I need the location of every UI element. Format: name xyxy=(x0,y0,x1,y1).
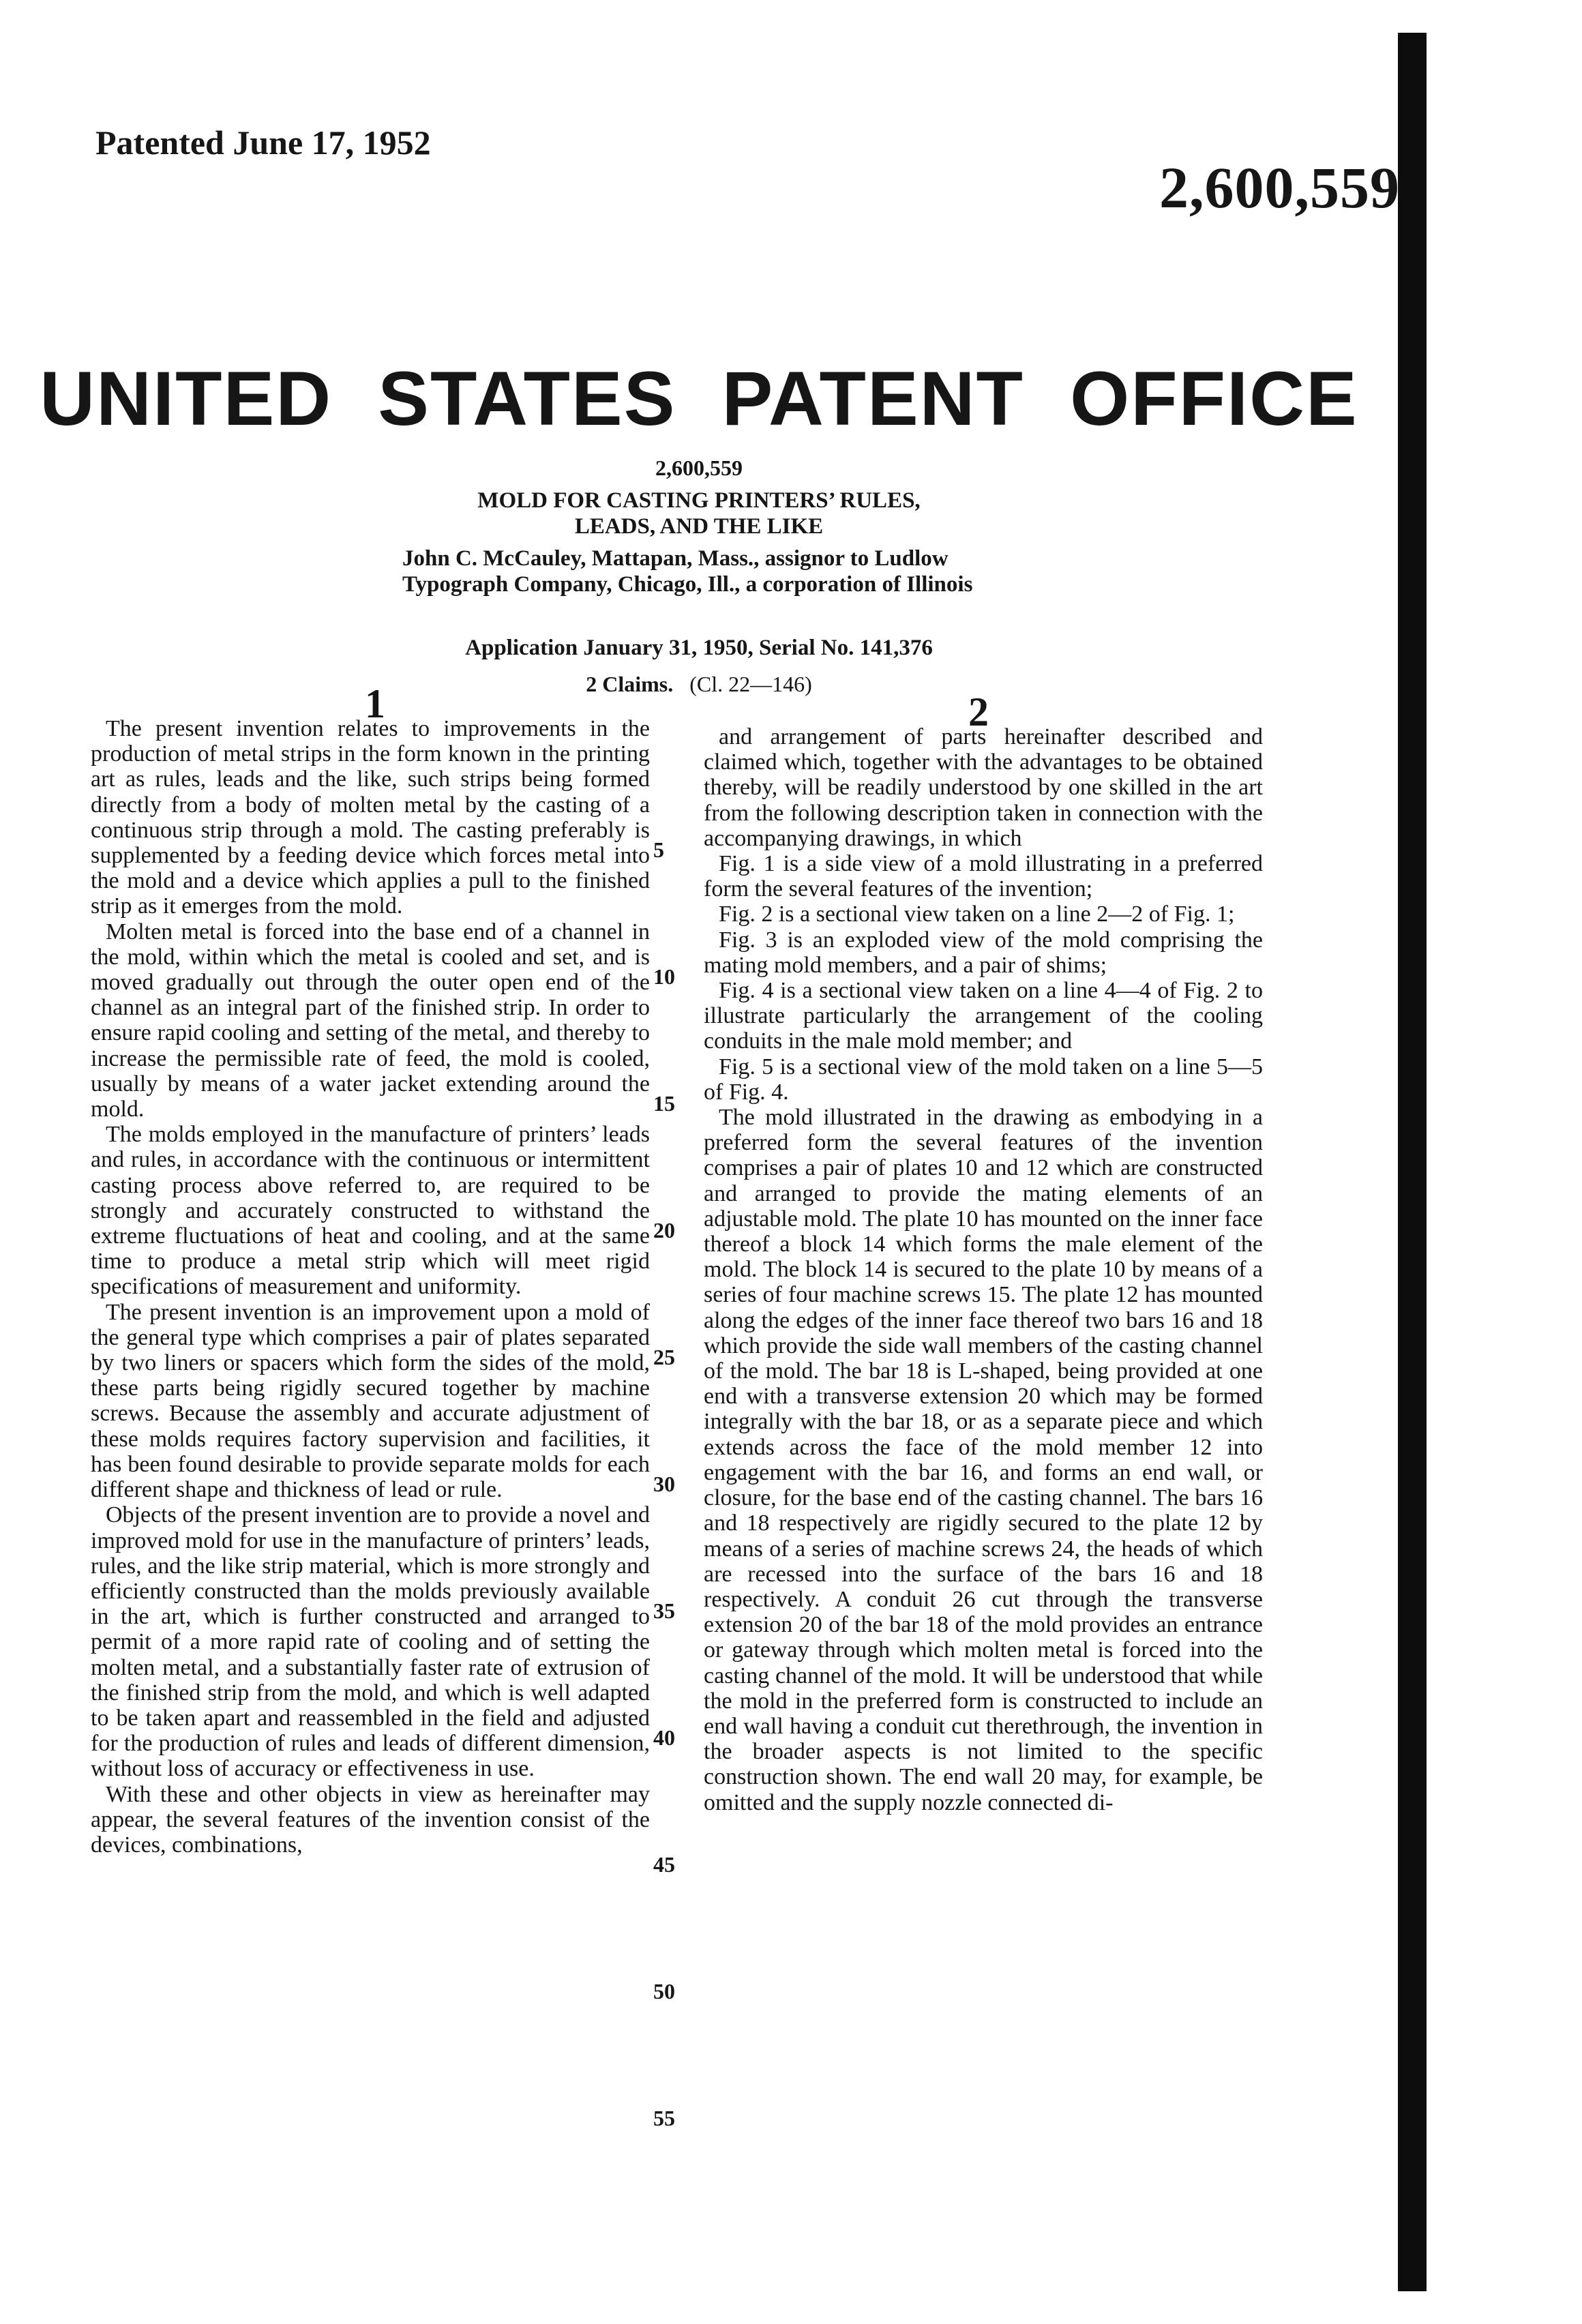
paragraph: Molten metal is forced into the base end of a channel in the mold, within which the metal is cooled and set, and is moved gradually out through the outer open end of the channel as an integral part of the finished strip. In order to ensure rapid cooling and setting of the metal, and thereby to increase the permissible rate of feed, the mold is cooled, usually by means of a water jacket extending around the mold. xyxy=(91,919,650,1122)
application-line: Application January 31, 1950, Serial No. 141,376 xyxy=(465,636,933,660)
line-number: 40 xyxy=(653,1725,675,1750)
paragraph: Fig. 1 is a side view of a mold illustrating in a preferred form the several features of the invention; xyxy=(704,851,1263,902)
paragraph: The molds employed in the manufacture of printers’ leads and rules, in accordance with the continuous or intermittent casting process above referred to, are required to be strongly and accurately constructed to withstand the extreme fluctuations of heat and cooling, and at the same time to produce a metal strip which will meet rigid specifications of measurement and uniformity. xyxy=(91,1122,650,1300)
line-number: 25 xyxy=(653,1345,675,1369)
paragraph: Fig. 4 is a sectional view taken on a line 4—4 of Fig. 2 to illustrate particularly the arrangement of the cooling conduits in the male mold member; and xyxy=(704,978,1263,1054)
paragraph: Fig. 2 is a sectional view taken on a line 2—2 of Fig. 1; xyxy=(719,902,1235,927)
claims-count: 2 Claims. xyxy=(586,672,674,696)
patent-number: 2,600,559 xyxy=(655,456,743,480)
line-number: 30 xyxy=(653,1472,675,1496)
claims-line xyxy=(0,672,1398,697)
patent-title xyxy=(0,488,1398,539)
paragraph: With these and other objects in view as hereinafter may appear, the several features of the invention consist of the devices, combinations, xyxy=(91,1781,650,1858)
office-heading: UNITED STATES PATENT OFFICE xyxy=(40,356,1358,441)
left-column xyxy=(91,716,650,1858)
line-number: 45 xyxy=(653,1852,675,1877)
paragraph: The present invention is an improvement upon a mold of the general type which comprises a pair of plates separated by two liners or spacers which form the sides of the mold, these parts being rigidly secured together by machine screws. Because the assembly and accurate adjustment of these molds requires factory supervision and facilities, it has been found desirable to provide separate molds for each different shape and thickness of lead or rule. xyxy=(91,1299,650,1503)
line-number: 20 xyxy=(653,1218,675,1242)
scan-edge-bar xyxy=(1398,33,1427,2291)
classification: (Cl. 22—146) xyxy=(689,672,812,696)
paragraph: and arrangement of parts hereinafter described and claimed which, together with the advantages to be obtained thereby, will be readily understood by one skilled in the art from the following description taken in connection with the accompanying drawings, in which xyxy=(704,724,1263,851)
line-number: 55 xyxy=(653,2106,675,2130)
line-number: 50 xyxy=(653,1979,675,2003)
paragraph: Fig. 5 is a sectional view of the mold taken on a line 5—5 of Fig. 4. xyxy=(704,1054,1263,1105)
right-column xyxy=(704,724,1263,1815)
paragraph: Objects of the present invention are to provide a novel and improved mold for use in the manufacture of printers’ leads, rules, and the like strip material, which is more strongly and efficiently constructed than the molds previously available in the art, which is further constructed and arranged to permit of a more rapid rate of cooling and of setting the molten metal, and a substantially faster rate of extrusion of the finished strip from the mold, and which is well adapted to be taken apart and reassembled in the field and adjusted for the production of rules and leads of different dimension, without loss of accuracy or effectiveness in use. xyxy=(91,1502,650,1782)
patent-date: Patented June 17, 1952 xyxy=(95,123,431,162)
paragraph: The present invention relates to improvements in the production of metal strips in the form known in the printing art as rules, leads and the like, such strips being formed directly from a body of molten metal by the casting of a continuous strip through a mold. The casting preferably is supplemented by a feeding device which forces metal into the mold and a device which applies a pull to the finished strip as it emerges from the mold. xyxy=(91,716,650,919)
paragraph: The mold illustrated in the drawing as embodying in a preferred form the several features of the invention comprises a pair of plates 10 and 12 which are constructed and arranged to provide the mating elements of an adjustable mold. The plate 10 has mounted on the inner face thereof a block 14 which forms the male element of the mold. The block 14 is secured to the plate 10 by means of a series of four machine screws 15. The plate 12 has mounted along the edges of the inner face thereof two bars 16 and 18 which provide the side wall members of the casting channel of the mold. The bar 18 is L-shaped, being provided at one end with a transverse extension 20 which may be formed integrally with the bar 18, or as a separate piece and which extends across the face of the mold member 12 into engagement with the bar 16, and forms an end wall, or closure, for the base end of the casting channel. The bars 16 and 18 respectively are rigidly secured to the plate 12 by means of a series of machine screws 24, the heads of which are recessed into the surface of the bars 16 and 18 respectively. A conduit 26 cut through the transverse extension 20 of the bar 18 of the mold provides an entrance or gateway through which molten metal is forced into the casting channel of the mold. It will be understood that while the mold in the preferred form is constructed to include an end wall having a conduit cut therethrough, the invention in the broader aspects is not limited to the specific construction shown. The end wall 20 may, for example, be omitted and the supply nozzle connected di- xyxy=(704,1105,1263,1815)
line-number: 15 xyxy=(653,1091,675,1116)
title-line-2: LEADS, AND THE LIKE xyxy=(574,514,824,539)
line-number: 10 xyxy=(653,964,675,989)
patent-number-top: 2,600,559 xyxy=(1159,155,1400,220)
inventor-assignee: John C. McCauley, Mattapan, Mass., assignor to Ludlow Typograph Company, Chicago, Ill., a corporation of Illinois xyxy=(402,546,973,597)
title-line-1: MOLD FOR CASTING PRINTERS’ RULES, xyxy=(477,488,921,513)
line-number: 5 xyxy=(653,837,664,862)
column-number-right: 2 xyxy=(968,689,989,734)
paragraph: Fig. 3 is an exploded view of the mold comprising the mating mold members, and a pair of shims; xyxy=(704,927,1263,978)
line-number: 35 xyxy=(653,1598,675,1623)
column-number-left: 1 xyxy=(365,681,385,726)
